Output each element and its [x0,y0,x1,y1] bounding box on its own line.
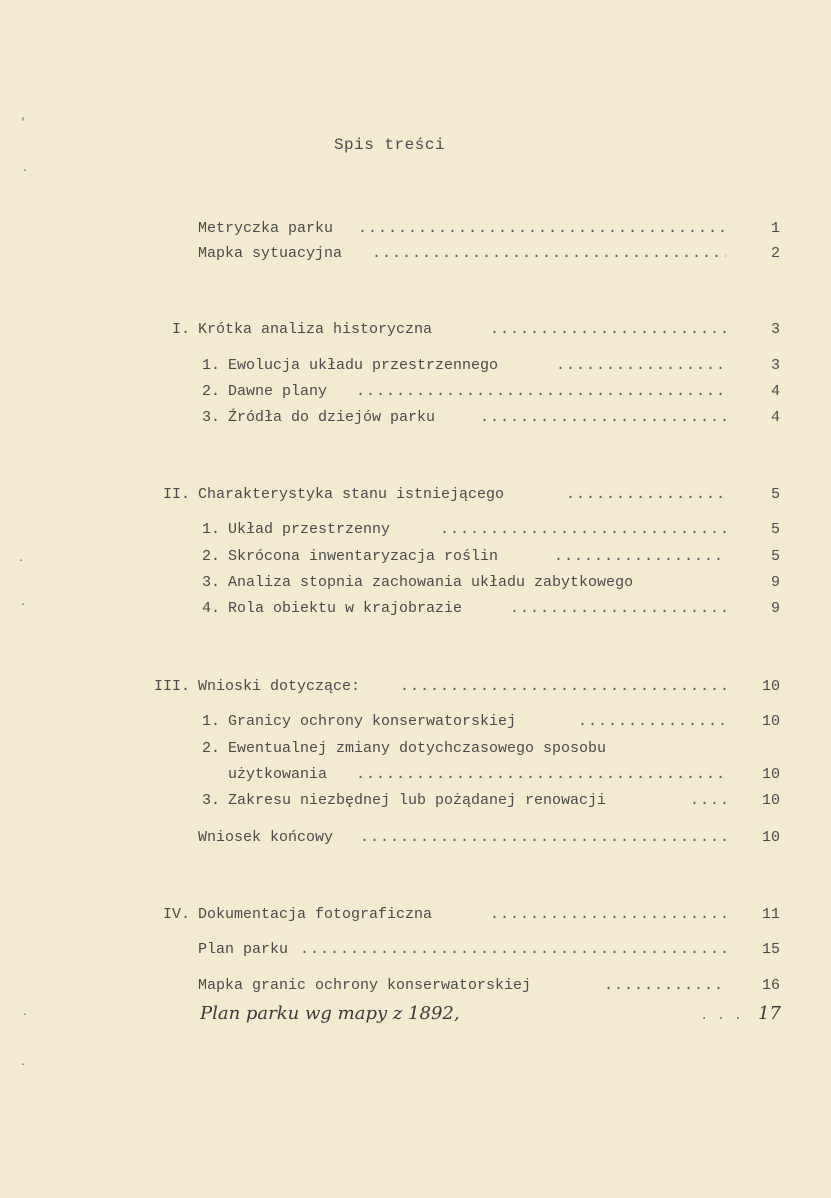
margin-mark: · [22,1010,29,1021]
toc-label: Dawne plany [228,383,328,400]
toc-entry [0,380,831,404]
toc-section [0,675,831,699]
toc-label: Rola obiektu w krajobrazie [228,600,463,617]
leader-dots [566,483,726,507]
toc-page: 10 [761,678,780,695]
toc-label: Wnioski dotyczące: [198,678,361,695]
toc-entry [0,710,831,734]
section-number: IV. [162,906,190,923]
handwritten-dots: . . . [700,1008,743,1024]
handwritten-page: 17 [758,1003,781,1024]
toc-page: 10 [761,713,780,730]
toc-entry [0,545,831,569]
toc-page: 5 [770,548,780,565]
toc-entry [0,826,831,850]
toc-page: 9 [770,600,780,617]
item-number: 4. [201,600,220,617]
toc-entry [0,242,831,266]
item-number: 2. [201,548,220,565]
toc-label: Charakterystyka stanu istniejącego [198,486,505,503]
toc-label: Plan parku [198,941,289,958]
toc-entry [0,217,831,241]
toc-label: Metryczka parku [198,220,334,237]
toc-entry [0,938,831,962]
section-number: II. [162,486,190,503]
toc-entry [0,571,831,595]
item-number: 1. [201,521,220,538]
item-number: 2. [201,383,220,400]
toc-label: Ewolucja układu przestrzennego [228,357,499,374]
leader-dots [360,826,726,850]
leader-dots [372,242,726,266]
leader-dots [480,406,726,430]
toc-entry [0,518,831,542]
leader-dots [400,675,726,699]
toc-label: Krótka analiza historyczna [198,321,433,338]
toc-label: Wniosek końcowy [198,829,334,846]
toc-page: 10 [761,792,780,809]
toc-page: 5 [770,486,780,503]
section-number: I. [171,321,190,338]
toc-page: 10 [761,766,780,783]
leader-dots [356,763,726,787]
leader-dots [556,354,726,378]
toc-entry [0,737,831,761]
toc-page: 3 [770,321,780,338]
leader-dots [440,518,726,542]
toc-label: Układ przestrzenny [228,521,391,538]
toc-label: Mapka granic ochrony konserwatorskiej [198,977,532,994]
toc-label: Mapka sytuacyjna [198,245,343,262]
toc-entry [0,406,831,430]
toc-label: Źródła do dziejów parku [228,409,436,426]
toc-entry [0,974,831,998]
handwritten-entry: Plan parku wg mapy z 1892, [200,1003,460,1024]
leader-dots [604,974,726,998]
toc-page: 4 [770,409,780,426]
toc-page: 16 [761,977,780,994]
toc-label: Dokumentacja fotograficzna [198,906,433,923]
leader-dots [300,938,726,962]
item-number: 1. [201,713,220,730]
item-number: 2. [201,740,220,757]
leader-dots [490,318,726,342]
margin-mark: · [20,600,27,611]
margin-mark: · [20,1060,27,1071]
toc-label: Analiza stopnia zachowania układu zabytkowego [228,574,634,591]
toc-entry [0,789,831,813]
toc-section [0,483,831,507]
toc-entry [0,597,831,621]
toc-label: Ewentualnej zmiany dotychczasowego sposobu [228,740,607,757]
margin-mark: · [18,556,25,567]
toc-page: 9 [770,574,780,591]
toc-entry-continuation [0,763,831,787]
leader-dots [690,789,726,813]
page-title: Spis treści [333,136,446,154]
toc-page: 15 [761,941,780,958]
toc-page: 10 [761,829,780,846]
toc-label: Skrócona inwentaryzacja roślin [228,548,499,565]
toc-page: 2 [770,245,780,262]
margin-mark: · [22,166,29,177]
toc-section [0,318,831,342]
toc-section [0,903,831,927]
toc-label: Granicy ochrony konserwatorskiej [228,713,517,730]
margin-mark: ' [20,118,27,129]
leader-dots [578,710,726,734]
toc-page: 1 [770,220,780,237]
toc-page: 11 [761,906,780,923]
toc-label: użytkowania [228,766,328,783]
item-number: 1. [201,357,220,374]
toc-page: 3 [770,357,780,374]
item-number: 3. [201,792,220,809]
toc-page: 4 [770,383,780,400]
leader-dots [358,217,726,241]
leader-dots [510,597,726,621]
toc-label: Zakresu niezbędnej lub pożądanej renowacji [228,792,607,809]
section-number: III. [153,678,190,695]
item-number: 3. [201,574,220,591]
leader-dots [490,903,726,927]
toc-entry [0,354,831,378]
leader-dots [356,380,726,404]
toc-page: 5 [770,521,780,538]
item-number: 3. [201,409,220,426]
leader-dots [554,545,726,569]
